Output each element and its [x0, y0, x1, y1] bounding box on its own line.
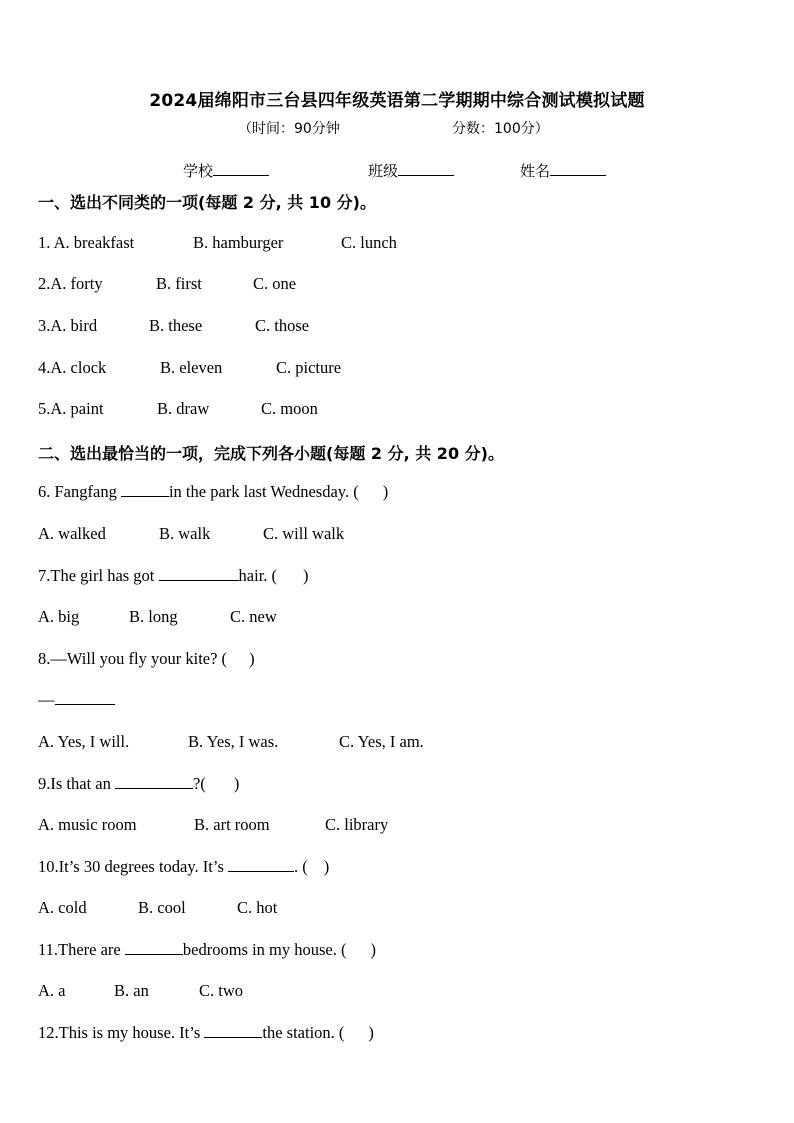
q3-option-b: B. these	[149, 316, 203, 335]
q11-option-b: B. an	[114, 981, 149, 1000]
q2-option-a: 2.A. forty	[38, 274, 103, 293]
school-label: 学校	[183, 162, 214, 180]
q9-stem	[38, 774, 239, 794]
q6-stem	[38, 482, 388, 502]
q5-option-c: C. moon	[261, 399, 318, 418]
q9-option-a: A. music room	[38, 815, 137, 834]
q12-blank	[204, 1036, 262, 1038]
q1-option-c: C. lunch	[341, 233, 397, 252]
q6-close-paren: )	[382, 482, 389, 501]
q8-stem	[38, 649, 255, 669]
q10-stem-end: . (	[294, 857, 308, 876]
q3-option-a: 3.A. bird	[38, 316, 98, 335]
exam-time: （时间：90分钟	[238, 121, 340, 137]
q1-option-a: 1. A. breakfast	[38, 233, 135, 252]
name-blank	[550, 174, 606, 176]
q11-stem-end: bedrooms in my house. (	[182, 940, 347, 959]
q6-blank	[121, 495, 169, 497]
q10-close-paren: )	[323, 857, 330, 876]
q12-stem-end: the station. (	[262, 1023, 345, 1042]
exam-score: 分数：100分）	[452, 121, 549, 137]
q10-stem-start: 10.It’s 30 degrees today. It’s	[38, 857, 229, 876]
name-label: 姓名	[520, 162, 551, 180]
q4-option-a: 4.A. clock	[38, 358, 107, 377]
q9-option-c: C. library	[325, 815, 389, 834]
name-field	[520, 160, 606, 181]
q11-stem-start: 11.There are	[38, 940, 125, 959]
q11-stem	[38, 940, 376, 960]
q8-stem-start: 8.—Will you fly your kite? (	[38, 649, 228, 668]
q10-option-c: C. hot	[237, 898, 278, 917]
q3-option-c: C. those	[255, 316, 310, 335]
q7-close-paren: )	[303, 566, 309, 585]
q7-blank	[159, 579, 239, 581]
exam-title: 2024届绵阳市三台县四年级英语第二学期期中综合测试模拟试题	[149, 91, 645, 111]
q1-option-b: B. hamburger	[193, 233, 284, 252]
q5-option-b: B. draw	[157, 399, 210, 418]
q10-stem	[38, 857, 329, 877]
q6-option-b: B. walk	[159, 524, 211, 543]
q8-reply-dash: —	[38, 690, 55, 709]
q5-option-a: 5.A. paint	[38, 399, 104, 418]
q7-stem-end: hair. (	[238, 566, 278, 585]
q12-stem-start: 12.This is my house. It’s	[38, 1023, 205, 1042]
class-field	[368, 160, 454, 181]
q11-blank	[125, 953, 183, 955]
q8-option-a: A. Yes, I will.	[38, 732, 130, 751]
q7-option-a: A. big	[38, 607, 80, 626]
q7-option-b: B. long	[129, 607, 178, 626]
q6-option-c: C. will walk	[263, 524, 345, 543]
q7-option-c: C. new	[230, 607, 277, 626]
class-blank	[398, 174, 454, 176]
q9-blank	[115, 787, 193, 789]
q7-stem-start: 7.The girl has got	[38, 566, 159, 585]
q7-stem	[38, 566, 309, 586]
q8-option-c: C. Yes, I am.	[339, 732, 424, 751]
q12-close-paren: )	[368, 1023, 374, 1042]
q10-option-a: A. cold	[38, 898, 87, 917]
q8-close-paren: )	[249, 649, 255, 668]
q11-close-paren: )	[370, 940, 376, 959]
q9-close-paren: )	[233, 774, 240, 793]
q4-option-b: B. eleven	[160, 358, 223, 377]
q9-stem-start: 9.Is that an	[38, 774, 115, 793]
q2-option-b: B. first	[156, 274, 202, 293]
q9-option-b: B. art room	[194, 815, 270, 834]
q2-option-c: C. one	[253, 274, 297, 293]
q6-option-a: A. walked	[38, 524, 106, 543]
section1-heading: 一、选出不同类的一项(每题 2 分, 共 10 分)。	[38, 193, 376, 212]
class-label: 班级	[368, 162, 399, 180]
q9-stem-end: ?(	[192, 774, 206, 793]
q8-reply	[38, 690, 115, 710]
q11-option-a: A. a	[38, 981, 66, 1000]
q6-stem-start: 6. Fangfang	[38, 482, 121, 501]
section2-heading: 二、选出最恰当的一项，完成下列各小题(每题 2 分, 共 20 分)。	[38, 444, 504, 463]
q11-option-c: C. two	[199, 981, 244, 1000]
school-blank	[213, 174, 269, 176]
q4-option-c: C. picture	[276, 358, 342, 377]
q10-option-b: B. cool	[138, 898, 186, 917]
q6-stem-end: in the park last Wednesday. (	[168, 482, 359, 501]
q12-stem	[38, 1023, 374, 1043]
school-field	[183, 160, 269, 181]
q10-blank	[228, 870, 294, 872]
q8-option-b: B. Yes, I was.	[188, 732, 279, 751]
q8-reply-blank	[55, 703, 115, 705]
